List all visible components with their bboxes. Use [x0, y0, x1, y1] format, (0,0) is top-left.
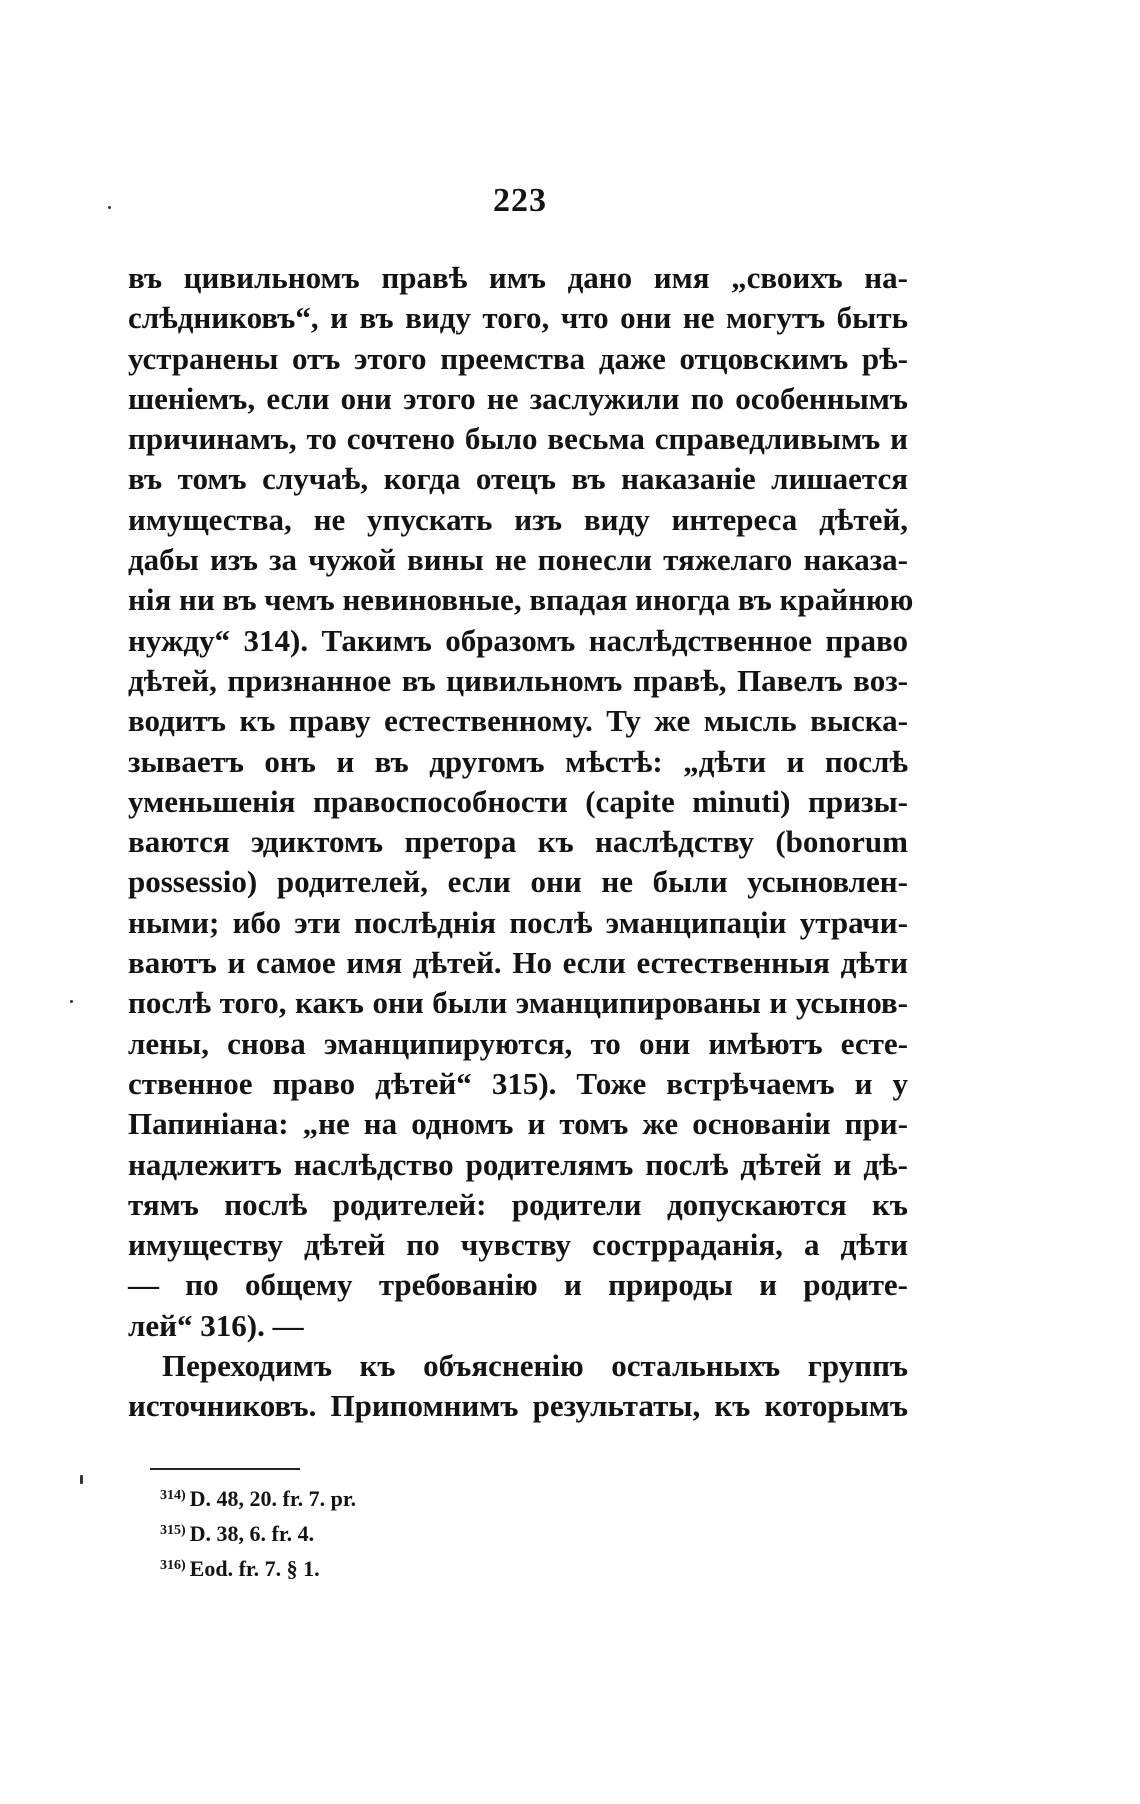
- footnote: [160, 1548, 660, 1583]
- text-line: ными; ибо эти послѣднія послѣ эманципаціи утрачи-: [128, 904, 908, 940]
- text-line: шеніемъ, если они этого не заслужили по особеннымъ: [128, 380, 908, 416]
- text-line: въ томъ случаѣ, когда отецъ въ наказаніе лишается: [128, 461, 908, 497]
- print-speck: [80, 1475, 83, 1484]
- footnote-mark: 315): [160, 1523, 186, 1538]
- footnote-mark: 314): [160, 1488, 186, 1503]
- footnote-mark: 316): [160, 1558, 186, 1573]
- footnotes: [160, 1478, 660, 1583]
- text-line: нужду“ 314). Такимъ образомъ наслѣдственное право: [128, 622, 908, 658]
- text-line: надлежитъ наслѣдство родителямъ послѣ дѣтей и дѣ-: [128, 1146, 908, 1182]
- text-line: Папиніана: „не на одномъ и томъ же основаніи при-: [128, 1106, 908, 1142]
- text-line: дѣтей, признанное въ цивильномъ правѣ, Павелъ воз-: [128, 662, 908, 698]
- text-line: лены, снова эманципируются, то они имѣютъ есте-: [128, 1025, 908, 1061]
- text-line: лей“ 316). —: [128, 1307, 304, 1343]
- text-line: послѣ того, какъ они были эманципированы и усынов-: [128, 985, 908, 1021]
- body-text: [128, 258, 914, 1427]
- text-line: possessio) родителей, если они не были усыновлен-: [128, 864, 908, 900]
- text-line: ственное право дѣтей“ 315). Тоже встрѣчаемъ и у: [128, 1065, 908, 1101]
- text-line: нія ни въ чемъ невиновные, впадая иногда въ крайнюю: [128, 582, 914, 618]
- page-number: 223: [493, 182, 547, 219]
- text-line: — по общему требованію и природы и родите-: [128, 1267, 908, 1303]
- text-line: слѣдниковъ“, и въ виду того, что они не могутъ быть: [128, 300, 908, 336]
- footnote-text: Eod. fr. 7. § 1.: [189, 1556, 320, 1581]
- text-line: уменьшенія правоспособности (capite minuti) призы-: [128, 783, 908, 819]
- text-line: источниковъ. Припомнимъ результаты, къ которымъ: [128, 1388, 908, 1424]
- footnote-separator: [150, 1468, 300, 1470]
- text-line: въ цивильномъ правѣ имъ дано имя „своихъ на-: [128, 260, 908, 295]
- print-speck: [70, 1000, 73, 1003]
- print-speck: [108, 206, 111, 209]
- text-line: устранены отъ этого преемства даже отцовскимъ рѣ-: [128, 340, 908, 376]
- text-line: ваются эдиктомъ претора къ наслѣдству (bonorum: [128, 824, 908, 860]
- text-line: зываетъ онъ и въ другомъ мѣстѣ: „дѣти и послѣ: [128, 743, 908, 779]
- footnote-text: D. 48, 20. fr. 7. pr.: [189, 1486, 357, 1511]
- footnote: [160, 1513, 660, 1548]
- text-line: имущества, не упускать изъ виду интереса дѣтей,: [128, 501, 908, 537]
- text-line: причинамъ, то сочтено было весьма справедливымъ и: [128, 421, 908, 457]
- text-line: тямъ послѣ родителей: родители допускаются къ: [128, 1186, 908, 1222]
- text-line: дабы изъ за чужой вины не понесли тяжелаго наказа-: [128, 542, 908, 578]
- footnote: [160, 1478, 660, 1513]
- footnote-text: D. 38, 6. fr. 4.: [189, 1521, 315, 1546]
- text-line: водитъ къ праву естественному. Ту же мысль выска-: [128, 703, 908, 739]
- text-line: Переходимъ къ объясненію остальныхъ группъ: [162, 1348, 908, 1384]
- text-line: имуществу дѣтей по чувству сострраданія, а дѣти: [128, 1227, 908, 1263]
- text-line: ваютъ и самое имя дѣтей. Но если естественныя дѣти: [128, 945, 908, 981]
